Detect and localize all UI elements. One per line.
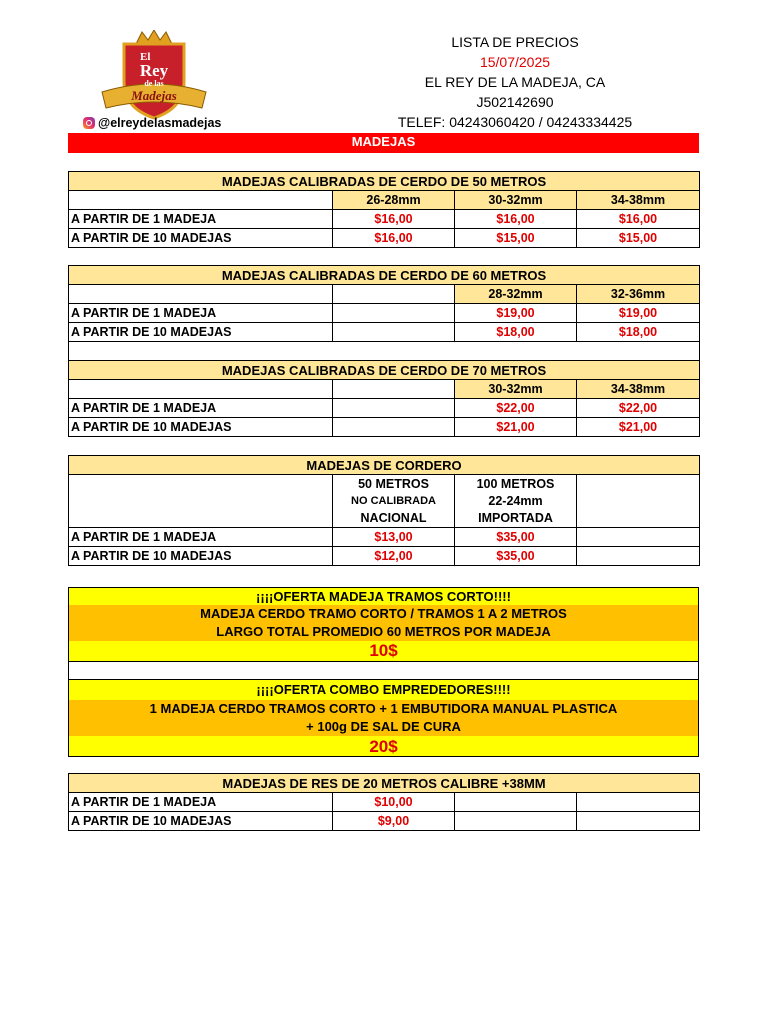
price-cell: $21,00 [455, 418, 577, 437]
price-cell: $22,00 [455, 399, 577, 418]
svg-text:Madejas: Madejas [131, 88, 177, 103]
table-res [68, 773, 700, 831]
offer-title: ¡¡¡¡OFERTA MADEJA TRAMOS CORTO!!!! [68, 587, 699, 605]
table-row [69, 399, 700, 418]
table-title: MADEJAS DE CORDERO [69, 456, 700, 475]
price-cell: $16,00 [333, 229, 455, 248]
price-cell: $22,00 [577, 399, 700, 418]
row-label: A PARTIR DE 1 MADEJA [69, 399, 333, 418]
row-label: A PARTIR DE 10 MADEJAS [69, 547, 333, 566]
svg-text:Rey: Rey [139, 61, 169, 80]
date: 15/07/2025 [479, 54, 551, 70]
row-label: A PARTIR DE 1 MADEJA [69, 210, 333, 229]
row-label: A PARTIR DE 10 MADEJAS [69, 229, 333, 248]
offer-price: 20$ [68, 736, 699, 757]
svg-text:El: El [140, 51, 151, 63]
column-header: 34-38mm [577, 191, 700, 210]
table-cordero [68, 455, 700, 566]
section-banner: MADEJAS [68, 133, 699, 153]
column-header: 30-32mm [455, 380, 577, 399]
table-row [69, 304, 700, 323]
table-row [69, 229, 700, 248]
column-header: 50 METROS NO CALIBRADA NACIONAL [333, 475, 455, 528]
row-label: A PARTIR DE 10 MADEJAS [69, 323, 333, 342]
price-cell: $18,00 [577, 323, 700, 342]
price-cell: $35,00 [455, 547, 577, 566]
page-title: LISTA DE PRECIOS [451, 34, 579, 50]
price-cell: $16,00 [333, 210, 455, 229]
document-header [370, 32, 660, 132]
offer-title: ¡¡¡¡OFERTA COMBO EMPREDEDORES!!!! [68, 680, 699, 700]
company-phones: TELEF: 04243060420 / 04243334425 [397, 114, 633, 130]
table-row [69, 323, 700, 342]
table-50-metros [68, 171, 700, 248]
offer-description: MADEJA CERDO TRAMO CORTO / TRAMOS 1 A 2 METROS LARGO TOTAL PROMEDIO 60 METROS POR MADEJA [68, 605, 699, 641]
table-title: MADEJAS CALIBRADAS DE CERDO DE 60 METROS [69, 266, 700, 285]
table-title: MADEJAS CALIBRADAS DE CERDO DE 50 METROS [69, 172, 700, 191]
column-header: 32-36mm [577, 285, 700, 304]
column-header: 30-32mm [455, 191, 577, 210]
price-cell: $12,00 [333, 547, 455, 566]
svg-text:de las: de las [144, 79, 164, 88]
price-cell: $10,00 [333, 793, 455, 812]
column-header: 34-38mm [577, 380, 700, 399]
table-row [69, 528, 700, 547]
price-cell: $35,00 [455, 528, 577, 547]
instagram-icon [83, 117, 95, 129]
price-cell: $9,00 [333, 812, 455, 831]
row-label: A PARTIR DE 10 MADEJAS [69, 418, 333, 437]
table-row [69, 793, 700, 812]
offer-price: 10$ [68, 641, 699, 661]
row-label: A PARTIR DE 1 MADEJA [69, 304, 333, 323]
row-label: A PARTIR DE 1 MADEJA [69, 528, 333, 547]
price-cell: $19,00 [455, 304, 577, 323]
price-cell: $13,00 [333, 528, 455, 547]
row-label: A PARTIR DE 10 MADEJAS [69, 812, 333, 831]
price-cell: $15,00 [577, 229, 700, 248]
table-row [69, 547, 700, 566]
offer-description: 1 MADEJA CERDO TRAMOS CORTO + 1 EMBUTIDORA MANUAL PLASTICA + 100g DE SAL DE CURA [68, 700, 699, 736]
row-label: A PARTIR DE 1 MADEJA [69, 793, 333, 812]
company-rif: J502142690 [476, 94, 554, 110]
price-cell: $19,00 [577, 304, 700, 323]
company-name: EL REY DE LA MADEJA, CA [424, 74, 606, 90]
instagram-text: @elreydelasmadejas [98, 116, 222, 130]
price-cell: $21,00 [577, 418, 700, 437]
table-row [69, 210, 700, 229]
price-cell: $16,00 [577, 210, 700, 229]
table-60-70-metros [68, 265, 700, 437]
price-cell: $18,00 [455, 323, 577, 342]
table-row [69, 812, 700, 831]
table-title: MADEJAS CALIBRADAS DE CERDO DE 70 METROS [69, 361, 700, 380]
column-header: 28-32mm [455, 285, 577, 304]
price-cell: $15,00 [455, 229, 577, 248]
price-cell: $16,00 [455, 210, 577, 229]
column-header: 26-28mm [333, 191, 455, 210]
instagram-handle[interactable] [83, 116, 221, 130]
table-row [69, 418, 700, 437]
offers-block [68, 587, 699, 757]
table-title: MADEJAS DE RES DE 20 METROS CALIBRE +38MM [69, 774, 700, 793]
column-header: 100 METROS 22-24mm IMPORTADA [455, 475, 577, 528]
brand-logo [98, 30, 210, 122]
